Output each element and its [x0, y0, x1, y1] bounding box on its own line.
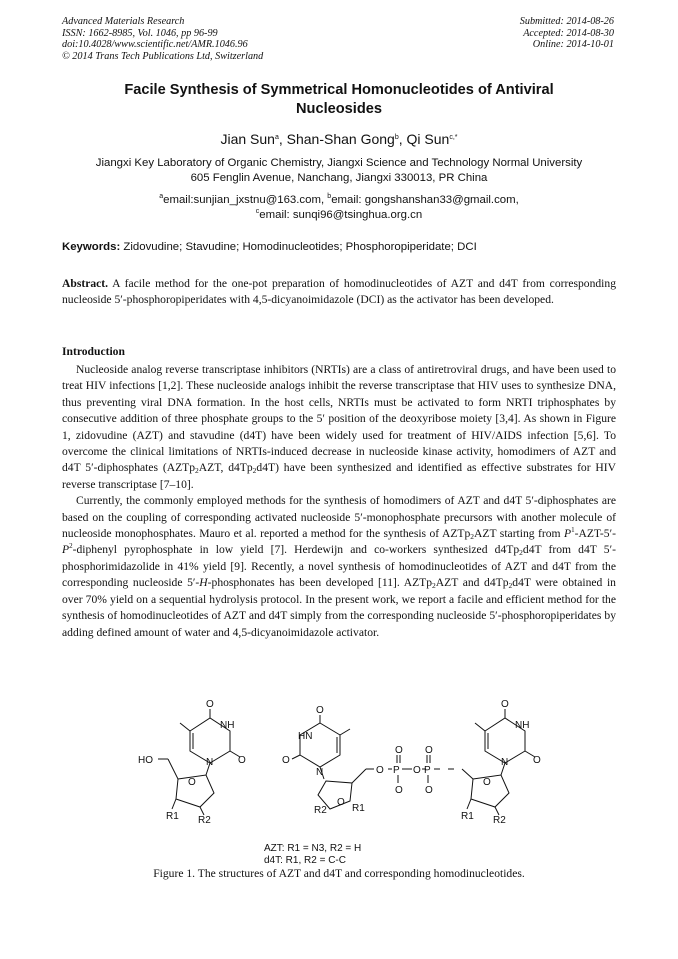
section-heading: Introduction [62, 345, 125, 358]
paper-title [62, 81, 616, 119]
email-mark: a [159, 193, 164, 200]
affiliation [62, 156, 616, 185]
title-line-1: Facile Synthesis of Symmetrical Homonucleotides of Antiviral [124, 82, 554, 98]
author-mark: b [394, 134, 399, 141]
copyright-line: © 2014 Trans Tech Publications Ltd, Switzerland [62, 50, 264, 62]
abstract-label: Abstract. [62, 277, 109, 290]
atom-label: O [483, 777, 491, 788]
atom-label: R1 [461, 811, 474, 822]
atom-label: HN [298, 731, 313, 742]
figure-caption: Figure 1. The structures of AZT and d4T and corresponding homodinucleotides. [153, 867, 525, 880]
atom-label: R1 [166, 811, 179, 822]
author-name: Shan-Shan Gong [286, 131, 395, 147]
doi-line: doi:10.4028/www.scientific.net/AMR.1046.96 [62, 39, 248, 51]
atom-label: O [425, 785, 433, 796]
atom-label: N [316, 767, 324, 778]
figure-legend [264, 843, 361, 866]
keywords-line [62, 241, 616, 253]
paragraph: Currently, the commonly employed methods for the synthesis of homodimers of AZT and d4T 5′-diphosphates are based on the coupling of corresponding activated nucleoside 5′-monophosphate precursors with another molecule of nucleoside monophosphates. Mauro et al. reported a method for the synthesis of AZTp$_2$AZT starting from $P^1-AZT-5'-P^2$-diphenyl pyrophosphate in low yield [7]. Herdewijn and co-workers synthesized $d4Tp_2d4T$ from d4T 5′-phosphorimidazolide in 41% yield [9]. Recently, a novel synthesis of homodinucleotides of AZT and d4T from the corresponding nucleoside 5′-H-phosphonates has been developed [11]. AZTp$_2$AZT and $d4Tp_2d4T$ were obtained in over 70% yield on a sequential hydrolysis protocol. In the present work, we report a facile and efficient method for the synthesis of homodinucleotides of AZT and d4T simply from the corresponding nucleoside 5′-phosphoropiperidates by adding defined amount of water and 4,5-dicyanoimidazole activator. [62, 494, 616, 639]
atom-label: O [533, 755, 541, 766]
email-mark: c [255, 207, 260, 215]
figure-structures [130, 695, 550, 865]
journal-name: Advanced Materials Research [62, 16, 185, 27]
author-mark: a [274, 134, 279, 141]
atom-label: O [282, 755, 290, 766]
atom-label: N [501, 757, 509, 768]
author-list: Jian Sun$^a$, Shan-Shan Gong$^b$, Qi Sun$^{c,*}$ [220, 131, 458, 147]
atom-label: NH [220, 720, 235, 731]
atom-label: O [188, 777, 196, 788]
atom-label: O [425, 745, 433, 756]
abstract [62, 276, 616, 309]
atom-label: R2 [493, 815, 506, 826]
email-c[interactable]: email: sunqi96@tsinghua.org.cn [259, 208, 423, 221]
email-block [62, 193, 616, 222]
abstract-text: A facile method for the one-pot preparation of homodinucleotides of AZT and d4T from corresponding nucleoside 5′-phosphoropiperidates with 4,5-dicyanoimidazole (DCI) as the activator has been developed. [62, 277, 616, 307]
atom-label: O [395, 745, 403, 756]
atom-label: P [424, 765, 431, 776]
email-b[interactable]: email: gongshanshan33@gmail.com, [331, 194, 519, 206]
author-mark: c,* [449, 134, 458, 141]
paragraph: Nucleoside analog reverse transcriptase inhibitors (NRTIs) are a class of antiretroviral drugs, and have been used to treat HIV infections [1,2]. These nucleoside analogs inhibit the reverse transcriptase that HIV uses to synthesize DNA, thus preventing viral DNA formation. In the host cells, NRTIs must be activated to form NRTI triphosphates by consecutive addition of three phosphate groups to the 5′ position of the deoxyribose moiety [3,4]. As shown in Figure 1, zidovudine (AZT) and stavudine (d4T) have been widely used for treatment of HIV/AIDS infection [5,6]. To overcome the clinical limitations of NRTIs-induced decrease in nucleoside kinase activity, homodimers of AZT and d4T 5′-diphosphates (AZTp$_2$AZT, $d4Tp_2d4T$) have been synthesized and identified as effective substrates for HIV reverse transcriptase [7–10]. [62, 363, 617, 491]
submitted-date: Submitted: 2014-08-26 [519, 16, 614, 27]
atom-label: O [395, 785, 403, 796]
email-mark: b [327, 193, 332, 200]
atom-label: P [393, 765, 400, 776]
atom-label: N [206, 757, 214, 768]
atom-label: R2 [314, 805, 327, 816]
atom-label: O [238, 755, 246, 766]
atom-label: R2 [198, 815, 211, 826]
legend-azt: AZT: R1 = N3, R2 = H [264, 843, 362, 854]
atom-label: O [206, 699, 214, 710]
atom-label: O [376, 765, 384, 776]
accepted-date: Accepted: 2014-08-30 [523, 27, 614, 39]
legend-d4t: d4T: R1, R2 = C-C [264, 854, 346, 866]
title-line-2: Nucleosides [296, 101, 382, 117]
author-name: Jian Sun [220, 131, 275, 147]
atom-label: HO [138, 755, 153, 766]
author-name: Qi Sun [406, 131, 450, 147]
atom-label: O [501, 699, 509, 710]
atom-label: NH [515, 720, 530, 731]
introduction-body [62, 362, 616, 641]
email-a[interactable]: email:sunjian_jxstnu@163.com, [163, 194, 328, 206]
affiliation-line-1: Jiangxi Key Laboratory of Organic Chemistry, Jiangxi Science and Technology Normal University [95, 157, 583, 169]
atom-label: O [413, 765, 421, 776]
atom-label: R1 [352, 803, 365, 814]
affiliation-line-2: 605 Fenglin Avenue, Nanchang, Jiangxi 330013, PR China [190, 171, 488, 184]
keywords-text: Zidovudine; Stavudine; Homodinucleotides; Phosphoropiperidate; DCI [123, 241, 477, 253]
journal-meta [62, 16, 263, 62]
issn-line: ISSN: 1662-8985, Vol. 1046, pp 96-99 [62, 27, 218, 39]
date-meta [520, 16, 614, 51]
online-date: Online: 2014-10-01 [532, 39, 614, 51]
keywords-label: Keywords: [62, 241, 121, 253]
atom-label: O [316, 705, 324, 716]
atom-label: O [337, 797, 345, 808]
